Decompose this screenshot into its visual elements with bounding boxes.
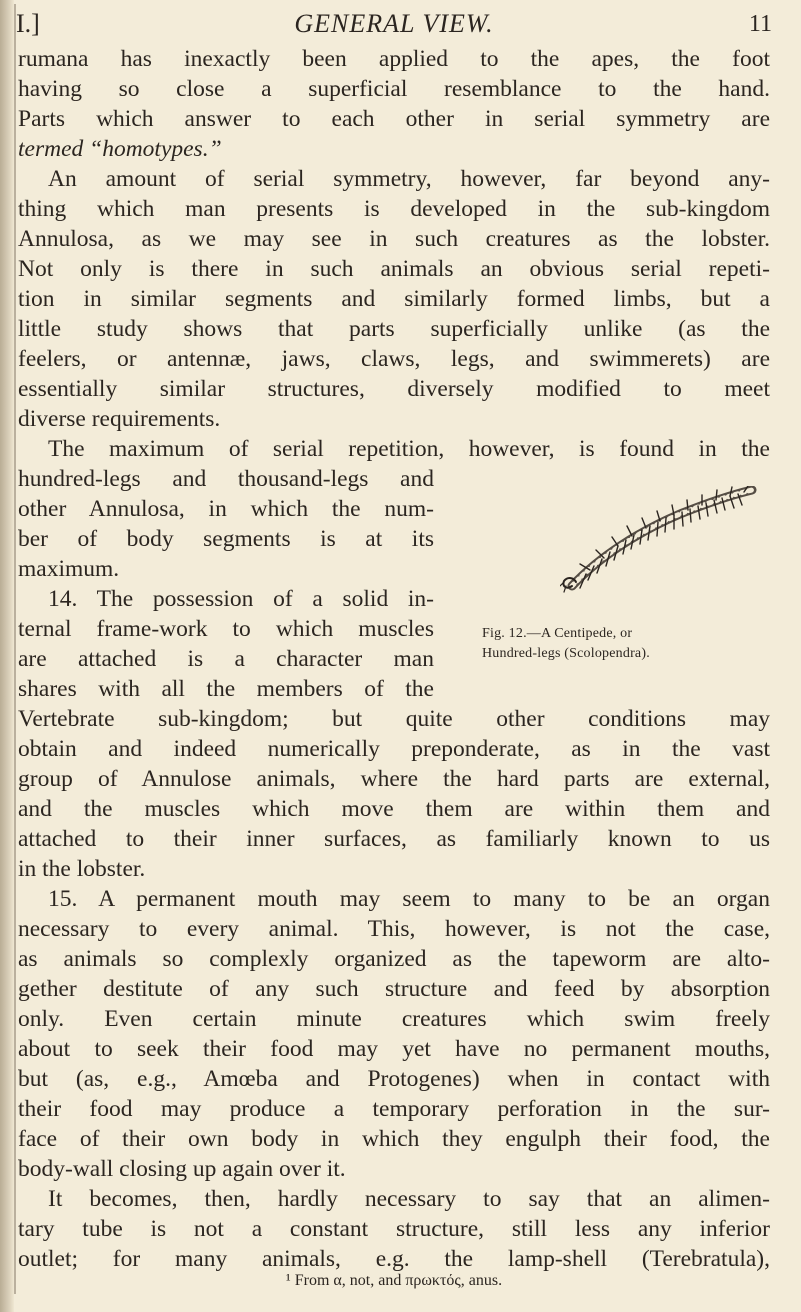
page-edge-shadow <box>0 0 14 1312</box>
figure-caption-line2: Hundred-legs (Scolopendra). <box>482 646 650 661</box>
text-line: about to seek their food may yet have no permanent mouths, <box>18 1036 770 1062</box>
text-line: The maximum of serial repetition, however, is found in the <box>48 436 770 462</box>
text-line: 15. A permanent mouth may seem to many to be an organ <box>48 886 770 912</box>
text-line: but (as, e.g., Amœba and Protogenes) when in contact with <box>18 1066 770 1092</box>
text-line: body-wall closing up again over it. <box>18 1156 346 1182</box>
text-line: It becomes, then, hardly necessary to say that an alimen- <box>48 1186 770 1212</box>
chapter-marker: I.] <box>16 9 40 38</box>
text-line: Not only is there in such animals an obvious serial repeti- <box>18 256 770 282</box>
text-line: having so close a superficial resemblance to the hand. <box>18 76 770 102</box>
running-title: GENERAL VIEW. <box>294 9 494 38</box>
text-line: face of their own body in which they engulph their food, the <box>18 1126 770 1152</box>
text-line: shares with all the members of the <box>18 676 434 702</box>
page-number: 11 <box>748 11 772 37</box>
text-line: hundred-legs and thousand-legs and <box>18 466 434 492</box>
text-line: as animals so complexly organized as the tapeworm are alto- <box>18 946 770 972</box>
text-line: necessary to every animal. This, however, is not the case, <box>18 916 770 942</box>
text-line: group of Annulose animals, where the hard parts are external, <box>18 766 770 792</box>
text-line: Annulosa, as we may see in such creatures as the lobster. <box>18 226 770 252</box>
figure-caption-line1: Fig. 12.—A Centipede, or <box>482 626 633 641</box>
text-line: Vertebrate sub-kingdom; but quite other conditions may <box>18 706 770 732</box>
text-line: ber of body segments is at its <box>18 526 434 552</box>
text-line: Parts which answer to each other in serial symmetry are <box>18 106 770 132</box>
text-line: diverse requirements. <box>18 406 221 432</box>
text-line: and the muscles which move them are within them and <box>18 796 770 822</box>
text-line: tary tube is not a constant structure, still less any inferior <box>18 1216 770 1242</box>
text-line: obtain and indeed numerically preponderate, as in the vast <box>18 736 770 762</box>
text-line: termed “homotypes.” <box>18 136 222 162</box>
text-line: gether destitute of any such structure and feed by absorption <box>18 976 770 1002</box>
text-line: attached to their inner surfaces, as familiarly known to us <box>18 826 770 852</box>
text-line: maximum. <box>18 556 120 582</box>
binding-rule <box>14 4 16 1294</box>
footnote: ¹ From α, not, and πρωκτός, anus. <box>285 1272 503 1289</box>
text-line: essentially similar structures, diversely modified to meet <box>18 376 770 402</box>
text-line: their food may produce a temporary perforation in the sur- <box>18 1096 770 1122</box>
text-line: tion in similar segments and similarly formed limbs, but a <box>18 286 770 312</box>
text-line: only. Even certain minute creatures which swim freely <box>18 1006 770 1032</box>
text-line: other Annulosa, in which the num- <box>18 496 434 522</box>
running-header <box>16 4 772 44</box>
centipede-illustration <box>560 486 760 602</box>
text-line: in the lobster. <box>18 856 146 882</box>
text-line: An amount of serial symmetry, however, far beyond any- <box>48 166 770 192</box>
text-line: feelers, or antennæ, jaws, claws, legs, and swimmerets) are <box>18 346 770 372</box>
text-line: rumana has inexactly been applied to the apes, the foot <box>18 46 770 72</box>
text-line: 14. The possession of a solid in- <box>48 586 434 612</box>
text-line: outlet; for many animals, e.g. the lamp-shell (Terebratula), <box>18 1246 770 1272</box>
text-line: little study shows that parts superficially unlike (as the <box>18 316 770 342</box>
text-line: ternal frame-work to which muscles <box>18 616 434 642</box>
text-line: are attached is a character man <box>18 646 434 672</box>
text-line: thing which man presents is developed in the sub-kingdom <box>18 196 770 222</box>
